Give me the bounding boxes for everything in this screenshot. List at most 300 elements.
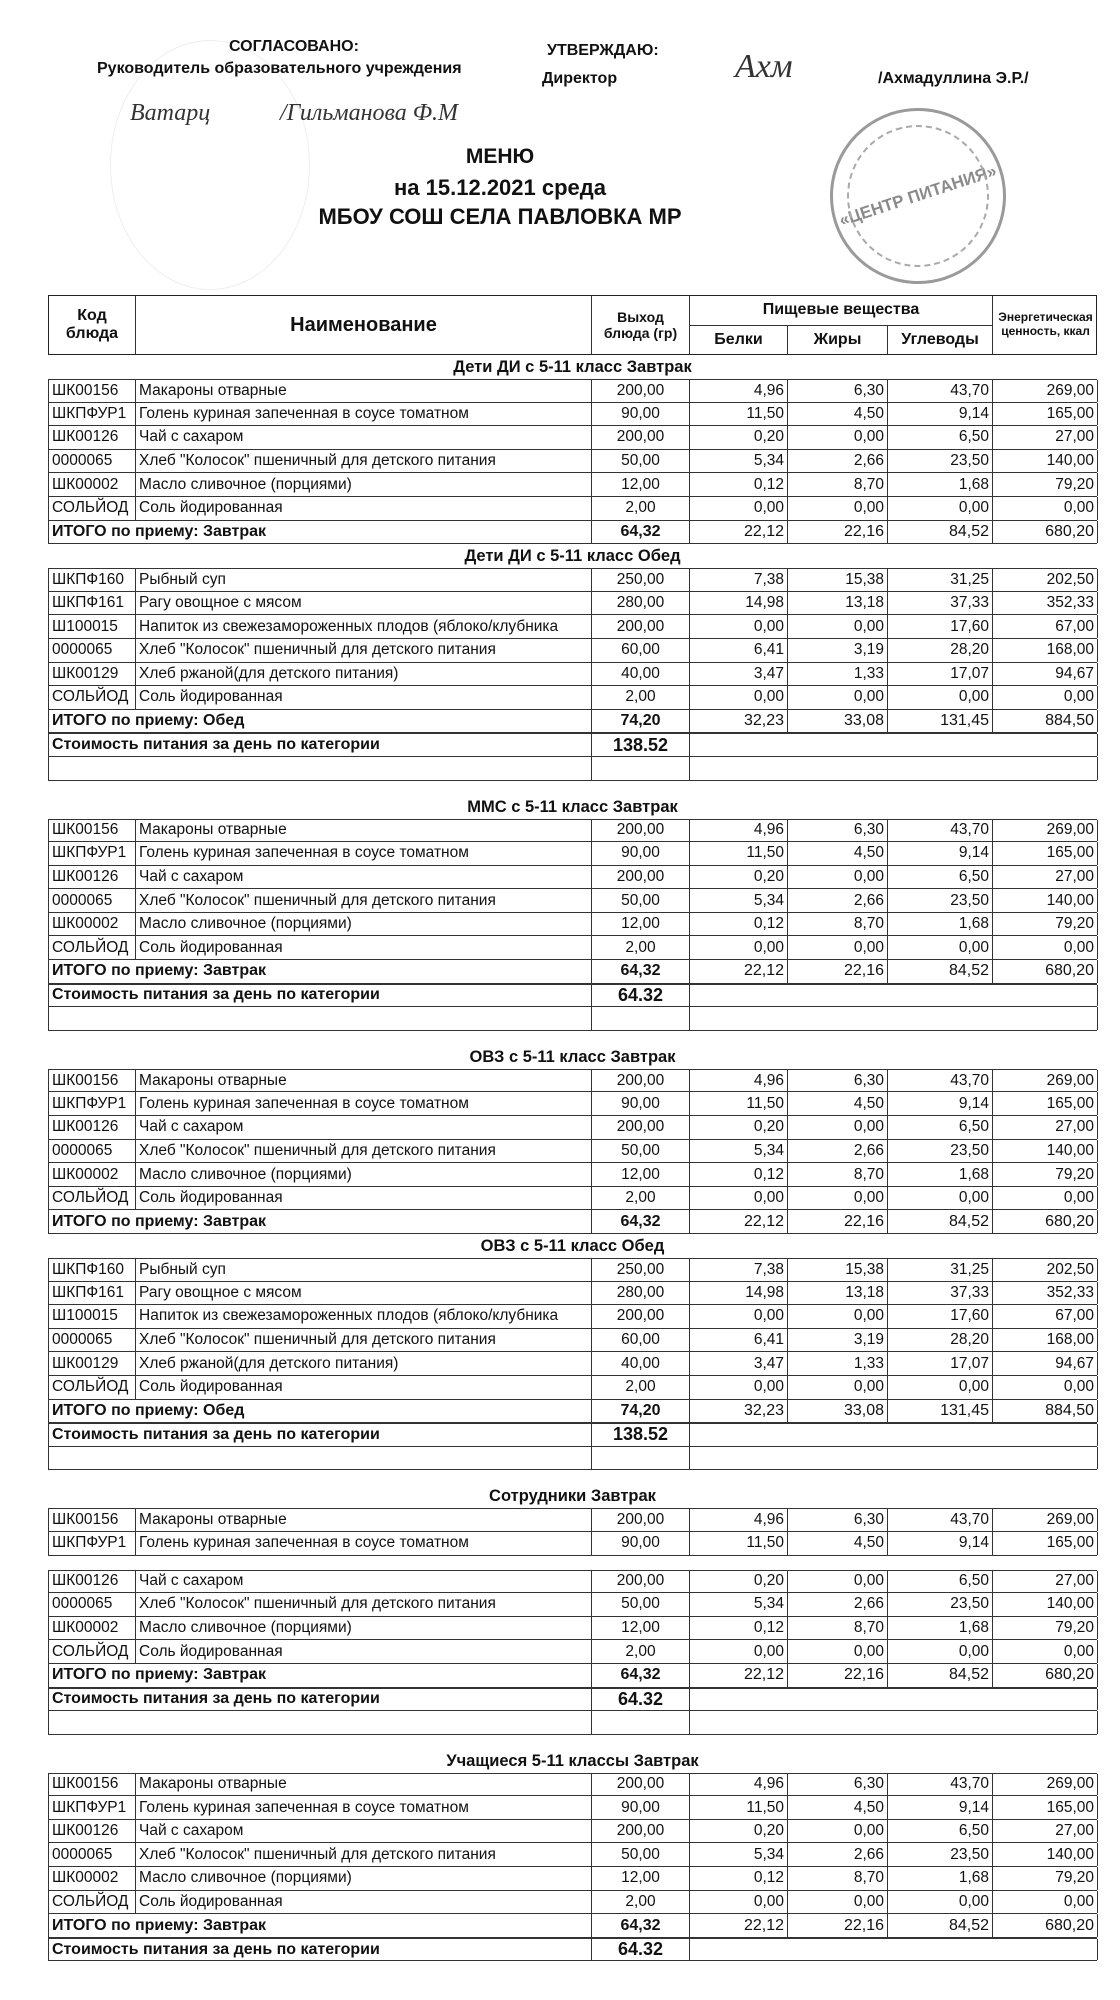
dish-fat: 0,00 (788, 1305, 888, 1328)
dish-energy: 0,00 (993, 936, 1098, 959)
dish-fat: 8,70 (788, 1867, 888, 1890)
table-row (48, 1163, 1097, 1187)
dish-name: Масло сливочное (порциями) (136, 473, 592, 496)
dish-yield: 12,00 (592, 473, 690, 496)
table-row (48, 1773, 1097, 1797)
total-label: ИТОГО по приему: Завтрак (49, 1664, 592, 1687)
total-protein: 32,23 (690, 1400, 788, 1423)
empty-cell (592, 757, 690, 780)
dish-name: Рыбный суп (136, 569, 592, 591)
table-row (48, 615, 1097, 639)
dish-name: Хлеб "Колосок" пшеничный для детского питания (136, 450, 592, 473)
empty-cell (49, 1711, 592, 1734)
total-protein: 22,12 (690, 960, 788, 983)
approve-label: УТВЕРЖДАЮ: (547, 42, 659, 59)
empty-row (48, 1447, 1097, 1471)
row-gap (48, 1031, 1097, 1045)
dish-fat: 2,66 (788, 450, 888, 473)
col-name: Наименование (136, 296, 592, 354)
dish-code: ШКПФУР1 (49, 1532, 136, 1555)
dish-carbs: 0,00 (888, 1187, 993, 1210)
agreed-role: Руководитель образовательного учреждения (97, 60, 462, 77)
dish-code: ШК00002 (49, 473, 136, 496)
table-row (48, 1570, 1097, 1594)
empty-cell (690, 1447, 1098, 1470)
total-protein: 22,12 (690, 521, 788, 544)
dish-fat: 15,38 (788, 569, 888, 591)
dish-yield: 90,00 (592, 1092, 690, 1115)
dish-carbs: 1,68 (888, 1163, 993, 1186)
total-fat: 33,08 (788, 1400, 888, 1423)
dish-yield: 90,00 (592, 1532, 690, 1555)
dish-carbs: 31,25 (888, 1259, 993, 1281)
dish-yield: 12,00 (592, 913, 690, 936)
dish-name: Хлеб "Колосок" пшеничный для детского питания (136, 889, 592, 912)
empty-row (48, 757, 1097, 781)
cost-row (48, 1688, 1097, 1712)
dish-energy: 27,00 (993, 1820, 1098, 1843)
total-row (48, 521, 1097, 545)
dish-yield: 12,00 (592, 1163, 690, 1186)
col-fat: Жиры (788, 326, 888, 354)
dish-energy: 94,67 (993, 663, 1098, 686)
dish-protein: 6,41 (690, 639, 788, 662)
dish-carbs: 0,00 (888, 1376, 993, 1399)
empty-cell (49, 757, 592, 780)
dish-code: 0000065 (49, 1329, 136, 1352)
dish-fat: 0,00 (788, 1891, 888, 1914)
dish-energy: 165,00 (993, 1092, 1098, 1115)
dish-fat: 2,66 (788, 1140, 888, 1163)
dish-energy: 352,33 (993, 592, 1098, 615)
dish-fat: 4,50 (788, 403, 888, 426)
dish-name: Масло сливочное (порциями) (136, 913, 592, 936)
dish-fat: 8,70 (788, 1163, 888, 1186)
dish-fat: 0,00 (788, 1820, 888, 1843)
dish-code: ШК00156 (49, 1509, 136, 1531)
dish-fat: 4,50 (788, 1532, 888, 1555)
dish-protein: 0,00 (690, 1891, 788, 1914)
dish-energy: 352,33 (993, 1282, 1098, 1305)
dish-protein: 11,50 (690, 1796, 788, 1819)
dish-carbs: 17,60 (888, 615, 993, 638)
dish-protein: 0,20 (690, 426, 788, 449)
dish-carbs: 1,68 (888, 473, 993, 496)
dish-energy: 0,00 (993, 1891, 1098, 1914)
dish-protein: 0,12 (690, 1617, 788, 1640)
dish-yield: 200,00 (592, 1774, 690, 1796)
table-row (48, 1092, 1097, 1116)
dish-code: ШКПФУР1 (49, 842, 136, 865)
dish-protein: 0,00 (690, 1376, 788, 1399)
total-fat: 22,16 (788, 1664, 888, 1687)
total-carbs: 84,52 (888, 1914, 993, 1937)
total-yield: 64,32 (592, 1664, 690, 1687)
dish-code: ШК00156 (49, 380, 136, 402)
table-row (48, 426, 1097, 450)
dish-yield: 2,00 (592, 936, 690, 959)
total-row (48, 1664, 1097, 1688)
dish-carbs: 23,50 (888, 1843, 993, 1866)
dish-code: СОЛЬЙОД (49, 1891, 136, 1914)
dish-yield: 200,00 (592, 820, 690, 842)
approve-signature: Ахм (735, 48, 793, 85)
dish-protein: 4,96 (690, 1070, 788, 1092)
dish-carbs: 9,14 (888, 842, 993, 865)
dish-carbs: 37,33 (888, 592, 993, 615)
table-row (48, 1820, 1097, 1844)
dish-carbs: 6,50 (888, 426, 993, 449)
table-header (48, 295, 1097, 355)
table-row (48, 866, 1097, 890)
dish-carbs: 37,33 (888, 1282, 993, 1305)
dish-protein: 0,00 (690, 497, 788, 520)
dish-name: Хлеб "Колосок" пшеничный для детского питания (136, 639, 592, 662)
dish-energy: 202,50 (993, 569, 1098, 591)
total-carbs: 84,52 (888, 1210, 993, 1233)
total-protein: 32,23 (690, 710, 788, 733)
table-row (48, 1352, 1097, 1376)
menu-table (48, 295, 1097, 1961)
cost-value: 138.52 (592, 734, 690, 756)
table-row (48, 1843, 1097, 1867)
dish-carbs: 9,14 (888, 1532, 993, 1555)
dish-carbs: 1,68 (888, 1867, 993, 1890)
dish-code: ШКПФ161 (49, 1282, 136, 1305)
dish-protein: 5,34 (690, 450, 788, 473)
dish-carbs: 6,50 (888, 866, 993, 889)
dish-name: Соль йодированная (136, 1376, 592, 1399)
dish-name: Масло сливочное (порциями) (136, 1617, 592, 1640)
dish-energy: 0,00 (993, 1640, 1098, 1663)
dish-protein: 0,12 (690, 913, 788, 936)
dish-energy: 0,00 (993, 686, 1098, 709)
dish-carbs: 6,50 (888, 1571, 993, 1593)
table-row (48, 1640, 1097, 1664)
total-row (48, 710, 1097, 734)
dish-carbs: 0,00 (888, 686, 993, 709)
dish-protein: 3,47 (690, 1352, 788, 1375)
dish-yield: 200,00 (592, 1571, 690, 1593)
dish-yield: 12,00 (592, 1617, 690, 1640)
dish-protein: 0,20 (690, 866, 788, 889)
total-carbs: 84,52 (888, 1664, 993, 1687)
dish-code: ШК00129 (49, 663, 136, 686)
dish-name: Голень куриная запеченная в соусе томатном (136, 1532, 592, 1555)
total-label: ИТОГО по приему: Завтрак (49, 1210, 592, 1233)
dish-fat: 6,30 (788, 1070, 888, 1092)
cost-value: 64.32 (592, 1939, 690, 1961)
dish-energy: 269,00 (993, 1070, 1098, 1092)
cost-empty-cell (690, 1424, 1098, 1446)
dish-energy: 27,00 (993, 426, 1098, 449)
dish-yield: 250,00 (592, 1259, 690, 1281)
empty-cell (690, 757, 1098, 780)
total-energy: 884,50 (993, 1400, 1098, 1423)
cost-empty-cell (690, 1939, 1098, 1961)
dish-name: Масло сливочное (порциями) (136, 1163, 592, 1186)
dish-name: Соль йодированная (136, 1891, 592, 1914)
dish-carbs: 31,25 (888, 569, 993, 591)
dish-protein: 0,00 (690, 1640, 788, 1663)
total-label: ИТОГО по приему: Завтрак (49, 960, 592, 983)
section-title: ОВЗ с 5-11 класс Обед (480, 1237, 665, 1255)
table-row (48, 889, 1097, 913)
dish-protein: 14,98 (690, 592, 788, 615)
dish-energy: 165,00 (993, 1532, 1098, 1555)
dish-yield: 200,00 (592, 1070, 690, 1092)
dish-yield: 50,00 (592, 889, 690, 912)
dish-name: Чай с сахаром (136, 1571, 592, 1593)
total-carbs: 84,52 (888, 521, 993, 544)
dish-energy: 165,00 (993, 842, 1098, 865)
cost-empty-cell (690, 734, 1098, 756)
dish-energy: 269,00 (993, 1509, 1098, 1531)
col-protein: Белки (690, 326, 788, 354)
cost-row (48, 1938, 1097, 1962)
dish-carbs: 9,14 (888, 1092, 993, 1115)
dish-fat: 4,50 (788, 1092, 888, 1115)
empty-cell (49, 1447, 592, 1470)
menu-date: на 15.12.2021 среда (394, 175, 606, 200)
dish-yield: 2,00 (592, 1187, 690, 1210)
dish-code: Ш100015 (49, 615, 136, 638)
dish-name: Рыбный суп (136, 1259, 592, 1281)
dish-energy: 0,00 (993, 1187, 1098, 1210)
dish-code: ШК00156 (49, 820, 136, 842)
dish-carbs: 0,00 (888, 1891, 993, 1914)
cost-row (48, 984, 1097, 1008)
dish-energy: 79,20 (993, 1617, 1098, 1640)
dish-energy: 202,50 (993, 1259, 1098, 1281)
dish-yield: 50,00 (592, 1593, 690, 1616)
total-energy: 680,20 (993, 1664, 1098, 1687)
table-row (48, 819, 1097, 843)
dish-carbs: 0,00 (888, 1640, 993, 1663)
dish-name: Чай с сахаром (136, 1820, 592, 1843)
dish-yield: 90,00 (592, 403, 690, 426)
dish-protein: 5,34 (690, 1593, 788, 1616)
dish-yield: 50,00 (592, 1843, 690, 1866)
cost-row (48, 733, 1097, 757)
table-row (48, 1329, 1097, 1353)
dish-name: Голень куриная запеченная в соусе томатном (136, 1796, 592, 1819)
col-nutrients: Пищевые вещества (690, 296, 993, 326)
dish-energy: 140,00 (993, 1140, 1098, 1163)
dish-fat: 1,33 (788, 663, 888, 686)
cost-label: Стоимость питания за день по категории (49, 1939, 592, 1961)
table-row (48, 1617, 1097, 1641)
dish-fat: 3,19 (788, 639, 888, 662)
dish-fat: 1,33 (788, 1352, 888, 1375)
table-row (48, 1867, 1097, 1891)
table-row (48, 1376, 1097, 1400)
dish-protein: 0,20 (690, 1116, 788, 1139)
dish-energy: 79,20 (993, 1163, 1098, 1186)
dish-protein: 0,20 (690, 1571, 788, 1593)
dish-yield: 90,00 (592, 842, 690, 865)
dish-carbs: 43,70 (888, 1774, 993, 1796)
empty-row (48, 1711, 1097, 1735)
dish-code: СОЛЬЙОД (49, 936, 136, 959)
table-row (48, 1069, 1097, 1093)
total-energy: 680,20 (993, 960, 1098, 983)
dish-fat: 3,19 (788, 1329, 888, 1352)
dish-carbs: 1,68 (888, 1617, 993, 1640)
dish-name: Рагу овощное с мясом (136, 1282, 592, 1305)
dish-name: Хлеб ржаной(для детского питания) (136, 1352, 592, 1375)
dish-energy: 165,00 (993, 1796, 1098, 1819)
dish-carbs: 43,70 (888, 1070, 993, 1092)
dish-yield: 60,00 (592, 1329, 690, 1352)
dish-code: ШК00129 (49, 1352, 136, 1375)
dish-yield: 200,00 (592, 1116, 690, 1139)
dish-protein: 4,96 (690, 1774, 788, 1796)
row-gap (48, 781, 1097, 795)
dish-code: ШК00002 (49, 1617, 136, 1640)
dish-name: Масло сливочное (порциями) (136, 1867, 592, 1890)
dish-yield: 280,00 (592, 592, 690, 615)
dish-fat: 2,66 (788, 1593, 888, 1616)
dish-yield: 200,00 (592, 380, 690, 402)
total-carbs: 84,52 (888, 960, 993, 983)
dish-fat: 8,70 (788, 1617, 888, 1640)
dish-yield: 60,00 (592, 639, 690, 662)
table-row (48, 473, 1097, 497)
dish-yield: 250,00 (592, 569, 690, 591)
total-yield: 74,20 (592, 710, 690, 733)
dish-fat: 4,50 (788, 1796, 888, 1819)
table-row (48, 1187, 1097, 1211)
dish-carbs: 43,70 (888, 820, 993, 842)
total-fat: 33,08 (788, 710, 888, 733)
dish-yield: 2,00 (592, 497, 690, 520)
dish-code: ШК00002 (49, 1163, 136, 1186)
total-label: ИТОГО по приему: Обед (49, 1400, 592, 1423)
total-yield: 64,32 (592, 521, 690, 544)
dish-fat: 8,70 (788, 473, 888, 496)
school-name: МБОУ СОШ СЕЛА ПАВЛОВКА МР (318, 204, 682, 229)
page-title: МЕНЮ (465, 145, 535, 168)
dish-fat: 0,00 (788, 1187, 888, 1210)
dish-name: Чай с сахаром (136, 1116, 592, 1139)
dish-name: Соль йодированная (136, 1640, 592, 1663)
dish-yield: 12,00 (592, 1867, 690, 1890)
dish-yield: 200,00 (592, 866, 690, 889)
total-energy: 680,20 (993, 1914, 1098, 1937)
dish-code: ШК00156 (49, 1774, 136, 1796)
dish-fat: 0,00 (788, 1116, 888, 1139)
dish-yield: 50,00 (592, 450, 690, 473)
dish-name: Хлеб "Колосок" пшеничный для детского питания (136, 1593, 592, 1616)
dish-carbs: 17,07 (888, 663, 993, 686)
dish-code: 0000065 (49, 1593, 136, 1616)
col-code: Код блюда (49, 296, 136, 354)
total-label: ИТОГО по приему: Завтрак (49, 1914, 592, 1937)
dish-name: Рагу овощное с мясом (136, 592, 592, 615)
dish-code: 0000065 (49, 1843, 136, 1866)
dish-energy: 94,67 (993, 1352, 1098, 1375)
table-row (48, 450, 1097, 474)
table-row (48, 379, 1097, 403)
table-row (48, 1593, 1097, 1617)
table-row (48, 686, 1097, 710)
dish-carbs: 9,14 (888, 1796, 993, 1819)
dish-energy: 67,00 (993, 1305, 1098, 1328)
dish-code: ШКПФ160 (49, 569, 136, 591)
total-protein: 22,12 (690, 1914, 788, 1937)
dish-protein: 0,00 (690, 1187, 788, 1210)
dish-protein: 0,00 (690, 1305, 788, 1328)
dish-yield: 50,00 (592, 1140, 690, 1163)
total-fat: 22,16 (788, 960, 888, 983)
dish-protein: 0,20 (690, 1820, 788, 1843)
dish-yield: 40,00 (592, 663, 690, 686)
dish-code: ШК00126 (49, 866, 136, 889)
dish-code: ШКПФУР1 (49, 1092, 136, 1115)
total-fat: 22,16 (788, 521, 888, 544)
dish-fat: 4,50 (788, 842, 888, 865)
dish-energy: 0,00 (993, 1376, 1098, 1399)
dish-fat: 13,18 (788, 592, 888, 615)
table-row (48, 663, 1097, 687)
total-fat: 22,16 (788, 1210, 888, 1233)
dish-code: ШК00126 (49, 1820, 136, 1843)
dish-energy: 140,00 (993, 889, 1098, 912)
row-gap (48, 1556, 1097, 1570)
dish-name: Соль йодированная (136, 686, 592, 709)
dish-energy: 27,00 (993, 1116, 1098, 1139)
total-energy: 680,20 (993, 1210, 1098, 1233)
dish-yield: 2,00 (592, 686, 690, 709)
total-row (48, 1914, 1097, 1938)
dish-protein: 11,50 (690, 842, 788, 865)
dish-fat: 0,00 (788, 615, 888, 638)
empty-cell (592, 1007, 690, 1030)
dish-code: ШКПФУР1 (49, 403, 136, 426)
dish-fat: 0,00 (788, 1640, 888, 1663)
dish-yield: 2,00 (592, 1376, 690, 1399)
total-fat: 22,16 (788, 1914, 888, 1937)
dish-fat: 6,30 (788, 380, 888, 402)
dish-protein: 7,38 (690, 569, 788, 591)
dish-code: 0000065 (49, 639, 136, 662)
table-row (48, 913, 1097, 937)
dish-protein: 0,12 (690, 473, 788, 496)
agreed-label: СОГЛАСОВАНО: (229, 38, 359, 55)
table-row (48, 1532, 1097, 1556)
dish-energy: 269,00 (993, 1774, 1098, 1796)
dish-fat: 2,66 (788, 889, 888, 912)
table-row (48, 639, 1097, 663)
dish-fat: 0,00 (788, 866, 888, 889)
dish-code: СОЛЬЙОД (49, 497, 136, 520)
total-carbs: 131,45 (888, 1400, 993, 1423)
dish-energy: 79,20 (993, 473, 1098, 496)
total-yield: 64,32 (592, 1210, 690, 1233)
section-title: Дети ДИ с 5-11 класс Обед (464, 547, 681, 566)
dish-code: СОЛЬЙОД (49, 1187, 136, 1210)
dish-fat: 15,38 (788, 1259, 888, 1281)
total-label: ИТОГО по приему: Обед (49, 710, 592, 733)
table-row (48, 1140, 1097, 1164)
dish-energy: 0,00 (993, 497, 1098, 520)
cost-label: Стоимость питания за день по категории (49, 985, 592, 1007)
dish-code: ШК00156 (49, 1070, 136, 1092)
dish-carbs: 28,20 (888, 639, 993, 662)
table-row (48, 1305, 1097, 1329)
dish-yield: 2,00 (592, 1640, 690, 1663)
